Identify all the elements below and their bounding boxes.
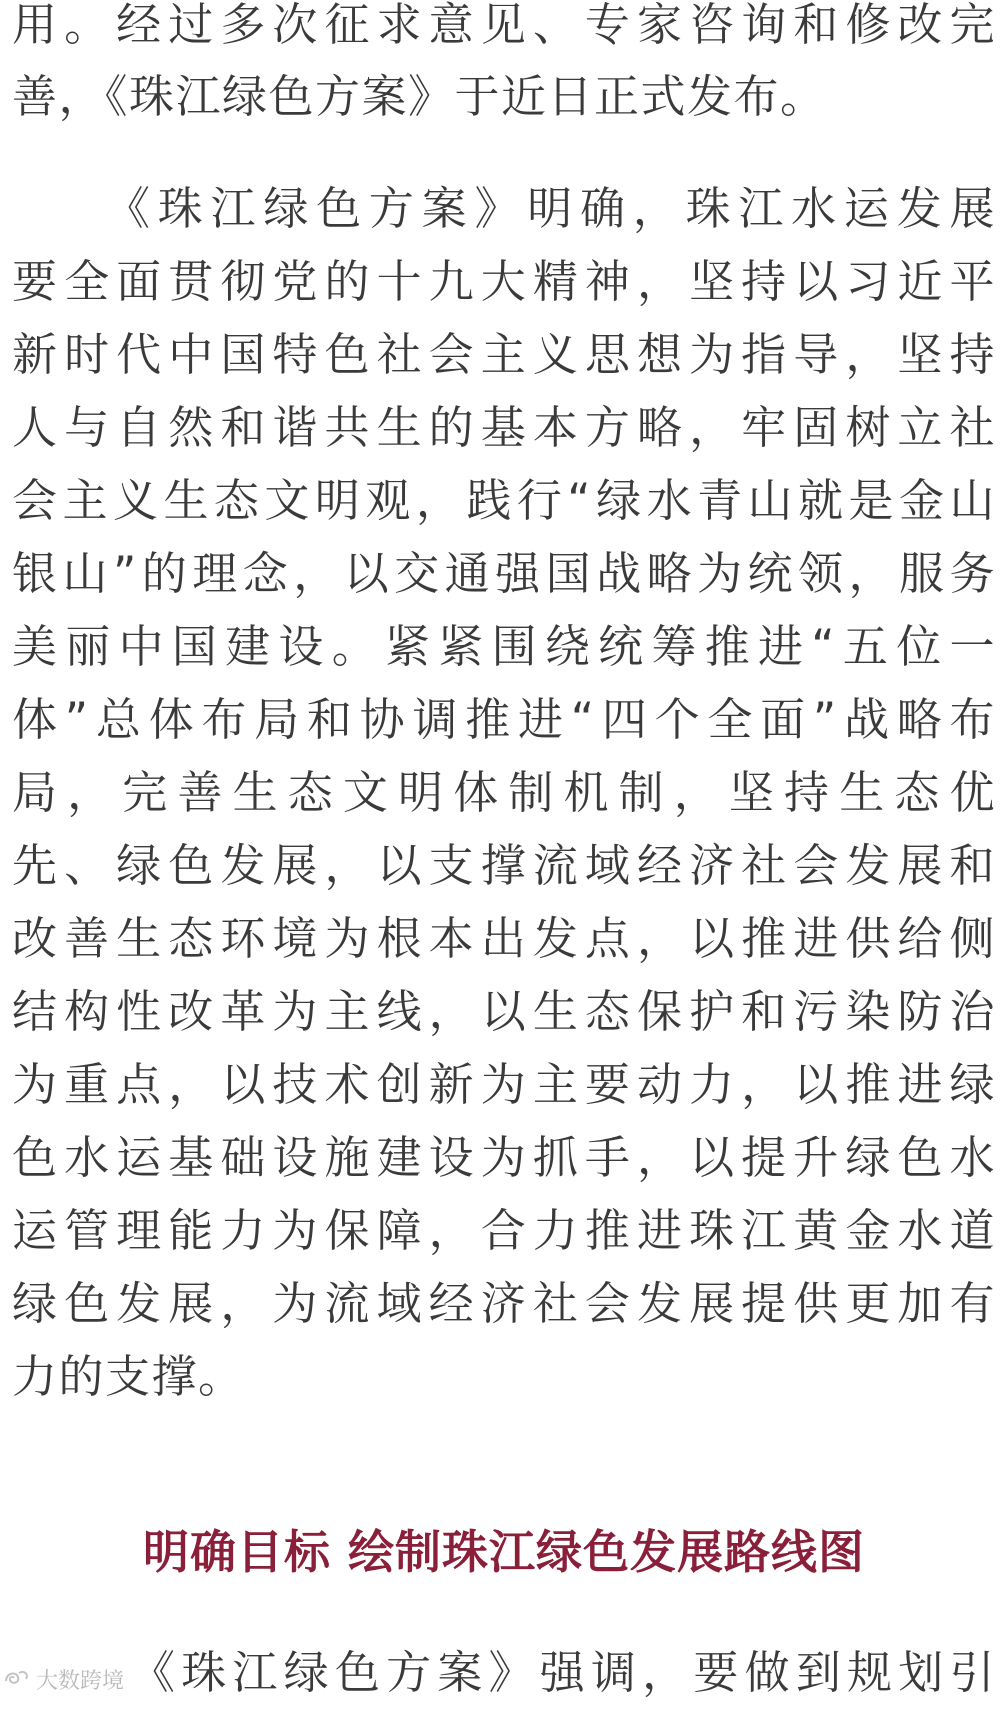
paragraph-2-line-8: 体”总体布局和协调推进“四个全面”战略布 [12,693,996,746]
paragraph-2-line-17: 力的支撑。 [12,1350,245,1403]
paragraph-2-line-15: 运管理能力为保障，合力推进珠江黄金水道 [12,1204,996,1257]
paragraph-2-line-7: 美丽中国建设。紧紧围绕统筹推进“五位一 [12,620,996,673]
paragraph-2-line-12: 结构性改革为主线，以生态保护和污染防治 [12,985,996,1038]
section-heading: 明确目标 绘制珠江绿色发展路线图 [142,1525,865,1579]
paragraph-2-line-11: 改善生态环境为根本出发点，以推进供给侧 [12,912,996,965]
paragraph-2-line-3: 新时代中国特色社会主义思想为指导，坚持 [12,328,996,381]
logo-swirl-icon [2,1667,32,1691]
paragraph-3-line-1: 《珠江绿色方案》强调，要做到规划引 [130,1646,996,1699]
paragraph-2-line-14: 色水运基础设施建设为抓手，以提升绿色水 [12,1131,996,1184]
paragraph-2-line-5: 会主义生态文明观，践行“绿水青山就是金山 [12,474,996,527]
paragraph-2-line-2: 要全面贯彻党的十九大精神，坚持以习近平 [12,255,996,308]
paragraph-2-line-4: 人与自然和谐共生的基本方略，牢固树立社 [12,401,996,454]
paragraph-2-line-9: 局，完善生态文明体制机制，坚持生态优 [12,766,996,819]
paragraph-1-line-1: 用。经过多次征求意见、专家咨询和修改完 [12,0,996,51]
paragraph-2-line-13: 为重点，以技术创新为主要动力，以推进绿 [12,1058,996,1111]
paragraph-1-line-2: 善，《珠江绿色方案》于近日正式发布。 [12,70,827,123]
paragraph-2-line-6: 银山”的理念，以交通强国战略为统领，服务 [12,547,996,600]
paragraph-2-line-10: 先、绿色发展，以支撑流域经济社会发展和 [12,839,996,892]
paragraph-2-line-1: 《珠江绿色方案》明确，珠江水运发展 [105,182,996,235]
paragraph-2-line-16: 绿色发展，为流域经济社会发展提供更加有 [12,1277,996,1330]
watermark [2,1664,124,1694]
watermark-text: 大数跨境 [36,1668,125,1694]
